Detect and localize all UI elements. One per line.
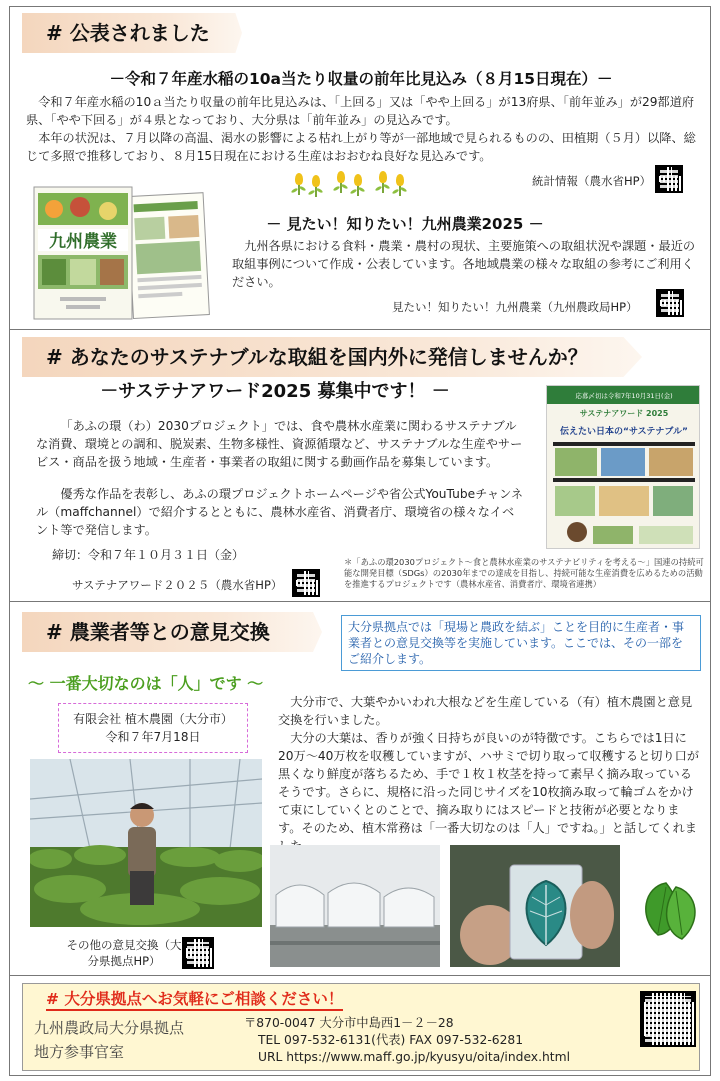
office-url-link[interactable]: URL https://www.maff.go.jp/kyusyu/oita/index.html — [258, 1050, 570, 1064]
office-address: 〒870-0047 大分市中島西1－２－28 — [244, 1016, 454, 1030]
sustena-paragraph-1: 「あふの環（わ）2030プロジェクト」では、食や農林水産業に関わるサステナブルな消費、環境との調和、脱炭素、生物多様性、資源循環など、サステナブルな生産やサービス・商品を扱う地域・生産者・事業者の取組に関する動画作品を募集しています。 — [36, 419, 523, 469]
sustena-paragraph-2: 優秀な作品を表彰し、あふの環プロジェクトホームページや省公式YouTubeチャンネル（maffchannel）で紹介するとともに、農林水産省、消費者庁、環境省の様々なイベント等で発信します。 — [36, 487, 524, 537]
section1-title: # 公表されました — [46, 21, 210, 45]
farm-date: 令和７年7月18日 — [105, 730, 201, 744]
rice-sprout-icon — [377, 171, 389, 193]
poster-award-text: サステナアワード 2025 — [579, 409, 669, 418]
rice-yield-paragraph-2: 本年の状況は、７月以降の高温、渇水の影響による枯れ上がり等が一部地域で見られるものの、田植期（５月）以降、総じて多照で推移しており、８月15日現在における生産はおおむね良好な見込みです。 — [26, 131, 696, 163]
newsletter-page — [9, 6, 711, 1076]
section-divider — [10, 329, 710, 330]
greenhouse-exterior-photo — [270, 845, 440, 967]
exchange-paragraph-1: 大分市で、大葉やかいわれ大根などを生産している（有）植木農園と意見交換を行いました。 — [278, 695, 693, 727]
office-department: 地方参事官室 — [34, 1043, 125, 1061]
farm-name: 有限会社 植木農園（大分市） — [73, 712, 233, 726]
section2-title: # あなたのサステナブルな取組を国内外に発信しませんか？ — [46, 345, 588, 369]
rice-sprout-icon — [293, 173, 305, 195]
exchange-headline: ～ 一番大切なのは「人」です ～ — [28, 674, 264, 693]
exchange-paragraph-2: 大分の大葉は、香りが強く日持ちが良いのが特徴です。こちらでは1日に20万～40万枚を収穫していますが、ハサミで切り取って収穫すると切り口が黒くなり鮮度が落ちるため、手で１枚１枚茎を持って素早く摘み取っているそうです。さらに、規格に沿った同じサイズを10枚摘み取って輪ゴムをかけて束にしていくとのことで、摘み取りにはスピードと技術が必要となります。そのため、植木常務は「一番大切なのは「人」ですね。」と話してくれま — [278, 731, 700, 835]
section3-title: # 農業者等との意見交換 — [46, 620, 270, 644]
kyushu-agri-subtitle: － 見たい！知りたい！九州農業2025 － — [266, 215, 544, 233]
qr-code-icon[interactable] — [640, 991, 696, 1047]
office-phone-fax: TEL 097-532-6131(代表) FAX 097-532-6281 — [258, 1033, 524, 1047]
contact-title: # 大分県拠点へお気軽にご相談ください！ — [46, 989, 343, 1011]
sustena-footnote: ＊「あふの環2030プロジェクト～食と農林水産業のサステナビリティを考える～」国連の持続可能な開発目標（SDGs）の2030年までの達成を目指し、持続可能な生産消費を広めるための活動を推進するプロジェクトです（農林水産省、消費者庁、環境省連携） — [344, 557, 704, 589]
section-divider — [10, 975, 710, 976]
rice-sprout-icon — [394, 174, 406, 196]
ooba-leaf-in-hand-photo — [450, 845, 620, 967]
qr-code-icon[interactable] — [655, 165, 683, 193]
kyushu-agriculture-booklet-image — [30, 181, 210, 323]
rice-yield-subtitle: －令和７年産水稲の10a当たり収量の前年比見込み（８月15日現在）－ — [109, 70, 613, 88]
sustena-deadline: 締切：令和７年１０月３１日（金） — [52, 548, 245, 562]
qr-code-icon[interactable] — [656, 289, 684, 317]
other-exchange-link[interactable]: その他の意見交換（大分県拠点HP） — [66, 938, 182, 968]
poster-main-text: 伝えたい日本の“サステナブル” — [560, 427, 688, 437]
farm-info-box — [58, 703, 248, 753]
rice-sprout-icon — [310, 175, 322, 197]
shiso-leaf-icon — [636, 873, 704, 945]
section-divider — [10, 601, 710, 602]
office-name: 九州農政局大分県拠点 — [34, 1019, 185, 1037]
qr-code-icon[interactable] — [292, 569, 320, 597]
stats-info-link[interactable]: 統計情報（農水省HP） — [532, 174, 652, 188]
qr-code-icon[interactable] — [182, 937, 214, 969]
sustena-award-poster-image — [546, 385, 700, 549]
booklet-title-text: 九州農業 — [49, 232, 117, 252]
rice-yield-paragraph-1: 令和７年産水稲の10ａ当たり収量の前年比見込みは、「上回る」又は「やや上回る」が13府県、「前年並み」が29都道府県、「やや下回る」が４県となっており、大分県は「前年並み」の見込みです。 — [26, 95, 695, 127]
poster-deadline-text: 応募〆切は令和7年10月31日(金) — [575, 392, 673, 400]
kyushu-agri-paragraph: 九州各県における食料・農業・農村の現状、主要施策への取組状況や課題・最近の取組事例について作成・公表しています。各地域農業の様々な取組の参考にご利用ください。 — [232, 239, 696, 289]
rice-sprout-icon — [335, 171, 347, 193]
rice-sprout-icon — [352, 174, 364, 196]
sustena-award-subtitle: －サステナアワード2025 募集中です！ － — [100, 381, 450, 402]
sustena-award-link[interactable]: サステナアワード２０２５（農水省HP） — [72, 578, 283, 592]
exchange-intro-box: 大分県拠点では「現場と農政を結ぶ」ことを目的に生産者・事業者との意見交換等を実施しています。ここでは、その一部をご紹介します。 — [341, 615, 701, 671]
kyushu-agri-link[interactable]: 見たい！知りたい！九州農業（九州農政局HP） — [392, 300, 638, 314]
farmer-greenhouse-photo — [30, 759, 262, 927]
